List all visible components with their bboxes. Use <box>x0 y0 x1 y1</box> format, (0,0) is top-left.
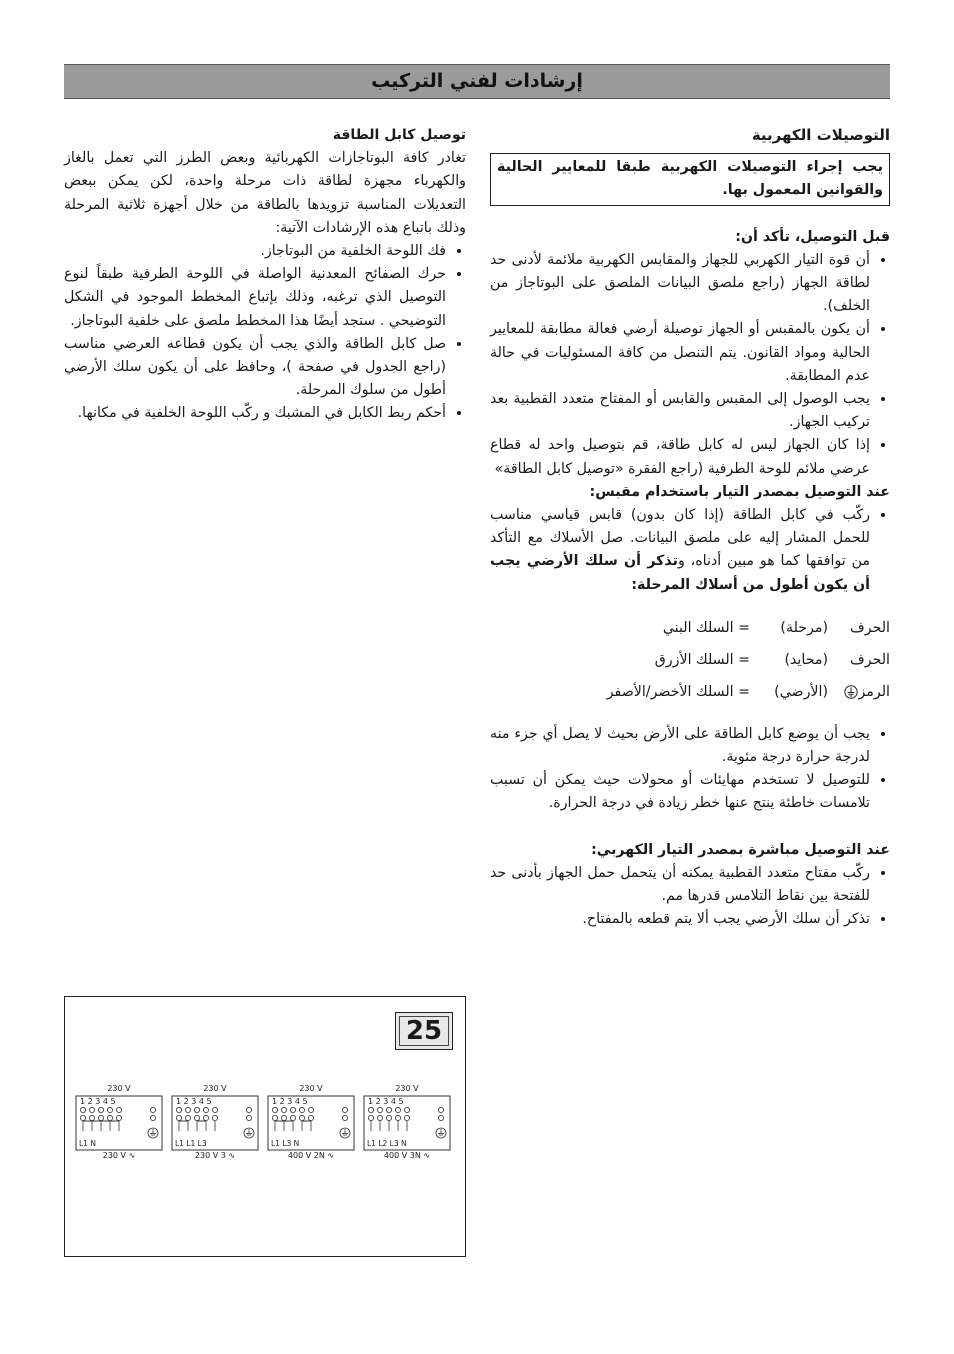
list-item: • أن يكون بالمقبس أو الجهاز توصيلة أرضي فعالة مطابقة للمعايير الحالية ومواد القانون. يتم التنصل من كافة المسئوليات في حالة عدم المطابقة. <box>490 318 870 388</box>
list-item: • أحكم ربط الكابل في المشبك و ركّب اللوحة الخلفية في مكانها. <box>64 402 446 425</box>
wiring-role: (الأرضي) <box>774 684 828 701</box>
before-heading: قبل التوصيل، تأكد أن: <box>735 228 890 245</box>
svg-text:L1 N: L1 N <box>79 1139 96 1148</box>
wiring-role: (محايد) <box>784 652 828 669</box>
terminal-block-drawing <box>363 1095 451 1151</box>
list-item: • صل كابل الطاقة والذي يجب أن يكون قطاعه العرضي مناسب (راجع الجدول في صفحة )، وحافظ على أن يكون سلك الأرضي أطول من سلوك المرحلة. <box>64 333 446 403</box>
wiring-color: = السلك البني <box>662 620 750 637</box>
earth-ground-icon <box>844 685 858 699</box>
plug-list <box>490 504 890 597</box>
electrical-title: التوصيلات الكهربية <box>751 126 890 144</box>
terminal-block-drawing <box>75 1095 163 1151</box>
terminal-blocks <box>75 1081 455 1171</box>
wiring-letter-text: الرمز <box>858 684 890 701</box>
wiring-table <box>490 613 890 709</box>
wiring-row <box>490 645 890 677</box>
plug-item-text: ركّب في كابل الطاقة (إذا كان بدون) قابس قياسي مناسب للحمل المشار إليه على ملصق البيانات. صل الأسلاك مع التأكد من توافقها كما هو مبين أدناه، و <box>490 507 871 570</box>
direct-heading: عند التوصيل مباشرة بمصدر التيار الكهربي: <box>591 841 890 858</box>
block-top-voltage: 230 V <box>107 1084 131 1093</box>
list-item: • إذا كان الجهاز ليس له كابل طاقة، قم بتوصيل واحد له قطاع عرضي ملائم للوحة الطرفية (راجع الفقرة «توصيل كابل الطاقة» <box>490 434 870 480</box>
figure-number: 25 <box>399 1016 449 1046</box>
svg-text:L1 L1 L3: L1 L1 L3 <box>175 1139 207 1148</box>
list-item: • فك اللوحة الخلفية من البوتاجاز. <box>64 240 446 263</box>
terminal-block <box>75 1081 163 1171</box>
electrical-connections-section <box>490 124 890 931</box>
list-item: • يجب الوصول إلى المقبس والقابس أو المفتاح متعدد القطبية بعد تركيب الجهاز. <box>490 388 870 434</box>
block-bottom-voltage: 230 V 3 ∿ <box>194 1151 236 1160</box>
terminal-block <box>171 1081 259 1171</box>
after-list <box>490 723 890 816</box>
terminal-block <box>363 1081 451 1171</box>
list-item: • يجب أن يوضع كابل الطاقة على الأرض بحيث لا يصل أي جزء منه لدرجة حرارة درجة مئوية. <box>490 723 870 769</box>
cable-list <box>64 240 466 426</box>
list-item: • حرك الصفائح المعدنية الواصلة في اللوحة الطرفية طبقاً لنوع التوصيل الذي ترغبه، وذلك بإتباع المخطط الموجود في الشكل التوضيحي . ستجد أيضًا هذا المخطط ملصق على خلفية البوتاجاز. <box>64 263 446 333</box>
wiring-role: (مرحلة) <box>780 620 828 637</box>
power-cable-section <box>64 124 466 426</box>
list-item: • ركّب مفتاح متعدد القطبية يمكنه أن يتحمل حمل الجهاز بأدنى حد للفتحة بين نقاط التلامس قدرها مم. <box>490 862 870 908</box>
svg-text:1 2 3 4 5: 1 2 3 4 5 <box>80 1097 116 1106</box>
warning-box: يجب إجراء التوصيلات الكهربية طبقا للمعايير الحالية والقوانين المعمول بها. <box>490 153 890 205</box>
terminal-diagram <box>64 996 466 1257</box>
terminal-block-drawing <box>267 1095 355 1151</box>
svg-text:1 2 3 4 5: 1 2 3 4 5 <box>368 1097 404 1106</box>
svg-text:1 2 3 4 5: 1 2 3 4 5 <box>272 1097 308 1106</box>
block-top-voltage: 230 V <box>395 1084 419 1093</box>
list-item: • تذكر أن سلك الأرضي يجب ألا يتم قطعه بالمفتاح. <box>490 908 870 931</box>
svg-text:L1 L2 L3 N: L1 L2 L3 N <box>367 1139 407 1148</box>
figure-number-badge <box>395 1012 453 1050</box>
wiring-color: = السلك الأخضر/الأصفر <box>606 684 750 701</box>
plug-heading: عند التوصيل بمصدر التيار باستخدام مقبس: <box>589 483 890 500</box>
wiring-color: = السلك الأزرق <box>654 652 750 669</box>
wiring-letter <box>828 681 890 704</box>
svg-text:1 2 3 4 5: 1 2 3 4 5 <box>176 1097 212 1106</box>
cable-title: توصيل كابل الطاقة <box>332 127 466 143</box>
list-item: • أن قوة التيار الكهربي للجهاز والمقابس الكهربية ملائمة لأدنى حد لطاقة الجهاز (راجع ملصق البيانات الملصق على البوتاجاز من الخلف). <box>490 249 870 319</box>
list-item: • للتوصيل لا تستخدم مهايئات أو محولات حيث يمكن أن تسبب تلامسات خاطئة ينتج عنها خطر زيادة في درجة الحرارة. <box>490 769 870 815</box>
terminal-block <box>267 1081 355 1171</box>
before-list <box>490 249 890 481</box>
direct-list <box>490 862 890 932</box>
plug-item-emphasis: تذكر أن سلك الأرضي يجب أن يكون أطول من أسلاك المرحلة: <box>490 553 870 593</box>
wiring-letter: الحرف <box>850 620 890 637</box>
wiring-letter: الحرف <box>850 652 890 669</box>
page-title: إرشادات لفني التركيب <box>371 70 583 92</box>
terminal-block-drawing <box>171 1095 259 1151</box>
cable-intro: تغادر كافة البوتاجازات الكهربائية وبعض الطرز التي تعمل بالغاز والكهرباء مجهزة لطاقة ذات مرحلة واحدة، لكن يمكن ببعض التعديلات المناسبة تزويدها بالطاقة من خلال أجهزة ثلاثية المرحلة وذلك باتباع هذه الإرشادات الآتية: <box>64 150 466 236</box>
svg-text:L1 L3 N: L1 L3 N <box>271 1139 300 1148</box>
block-bottom-voltage: 230 V ∿ <box>102 1151 136 1160</box>
block-bottom-voltage: 400 V 2N ∿ <box>287 1151 335 1160</box>
block-top-voltage: 230 V <box>299 1084 323 1093</box>
block-bottom-voltage: 400 V 3N ∿ <box>383 1151 431 1160</box>
block-top-voltage: 230 V <box>203 1084 227 1093</box>
wiring-row <box>490 613 890 645</box>
list-item <box>490 504 870 597</box>
page-title-bar <box>64 64 890 99</box>
wiring-row <box>490 677 890 709</box>
